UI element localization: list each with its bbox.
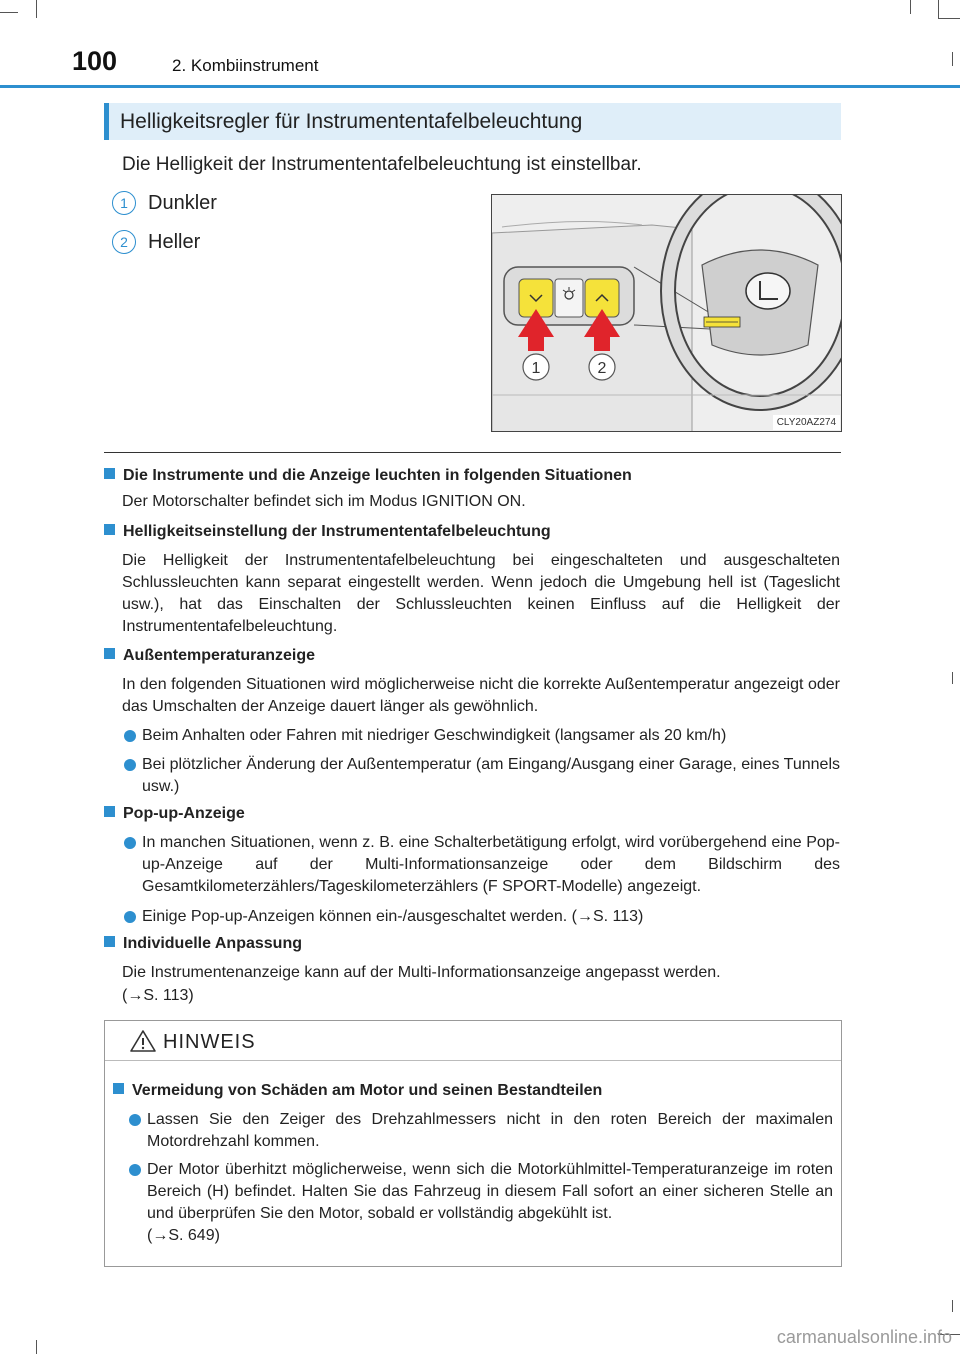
lights-icon xyxy=(555,279,583,317)
list-item-brighter xyxy=(112,230,200,254)
notice-heading: Vermeidung von Schäden am Motor und seinen Bestandteilen xyxy=(113,1082,602,1100)
square-bullet-icon xyxy=(104,936,115,947)
figure-code: CLY20AZ274 xyxy=(773,415,840,430)
callout-number: 1 xyxy=(112,191,136,215)
notice-box xyxy=(104,1020,842,1267)
circle-bullet-icon xyxy=(124,759,136,771)
list-item: Bei plötzlicher Änderung der Außentemperatur (am Eingang/Ausgang einer Garage, eines Tunnels usw.) xyxy=(124,754,840,798)
section-title: Helligkeitsregler für Instrumententafelbeleuchtung xyxy=(120,110,583,133)
section-intro: Die Helligkeit der Instrumententafelbeleuchtung ist einstellbar. xyxy=(122,154,642,175)
square-bullet-icon xyxy=(104,468,115,479)
figure-callout: 2 xyxy=(597,360,607,377)
warning-icon xyxy=(129,1029,157,1053)
section-accent xyxy=(104,103,109,140)
circle-bullet-icon xyxy=(124,837,136,849)
circle-bullet-icon xyxy=(129,1164,141,1176)
crop-mark xyxy=(952,52,953,66)
list-item: Der Motor überhitzt möglicherweise, wenn sich die Motorkühlmittel-Temperaturanzeige im roten Bereich (H) befindet. Halten Sie das Fahrzeug in diesem Fall sofort an einer sicheren Stelle an und überprüfen Sie den Motor, sobald er vollständig abgekühlt ist. xyxy=(129,1159,833,1225)
section-title-bar xyxy=(104,103,841,140)
note-text: Die Instrumentenanzeige kann auf der Multi-Informationsanzeige angepasst werden. xyxy=(122,964,721,981)
note-heading: Außentemperaturanzeige xyxy=(104,647,315,665)
page-reference[interactable]: (→S. 113) xyxy=(122,987,194,1004)
note-text: Der Motorschalter befindet sich im Modus IGNITION ON. xyxy=(122,493,526,510)
dashboard-drawing xyxy=(492,195,842,432)
circle-bullet-icon xyxy=(129,1114,141,1126)
note-text: Die Helligkeit der Instrumententafelbeleuchtung bei eingeschalteten und ausgeschalteten Schlussleuchten kann separat eingestellt werden. Wenn jedoch die Umgebung hell ist (Tageslicht usw.), hat das Einschalten der Schlussleuchten keinen Einfluss auf die Helligkeit der Instrumententafelbeleuchtung. xyxy=(122,552,840,635)
logo-icon xyxy=(746,273,790,309)
note-text: In den folgenden Situationen wird möglicherweise nicht die korrekte Außentemperatur angezeigt oder das Umschalten der Anzeige dauert länger als gewöhnlich. xyxy=(122,676,840,715)
square-bullet-icon xyxy=(104,524,115,535)
circle-bullet-icon xyxy=(124,730,136,742)
crop-mark xyxy=(36,0,37,18)
item-label: Dunkler xyxy=(148,191,217,214)
list-item: Lassen Sie den Zeiger des Drehzahlmessers nicht in den roten Bereich der maximalen Motordrehzahl kommen. xyxy=(129,1109,833,1153)
crop-mark xyxy=(0,12,18,13)
crop-mark xyxy=(952,1300,953,1312)
watermark: carmanualsonline.info xyxy=(776,1327,952,1347)
crop-mark xyxy=(36,1340,37,1354)
page-reference[interactable]: (→S. 649) xyxy=(147,1227,220,1244)
figure-callout: 1 xyxy=(531,360,541,377)
square-bullet-icon xyxy=(104,806,115,817)
square-bullet-icon xyxy=(113,1083,124,1094)
crop-mark xyxy=(910,0,911,14)
note-heading: Pop-up-Anzeige xyxy=(104,805,245,823)
notice-header xyxy=(105,1021,841,1061)
dashboard-illustration xyxy=(491,194,842,432)
crop-mark xyxy=(938,0,939,18)
square-bullet-icon xyxy=(104,648,115,659)
note-heading: Die Instrumente und die Anzeige leuchten in folgenden Situationen xyxy=(104,467,632,485)
crop-mark xyxy=(938,18,960,19)
list-item: Beim Anhalten oder Fahren mit niedriger Geschwindigkeit (langsamer als 20 km/h) xyxy=(124,725,840,747)
item-label: Heller xyxy=(148,230,201,253)
note-heading: Individuelle Anpassung xyxy=(104,935,302,953)
crop-mark xyxy=(952,672,953,684)
callout-number: 2 xyxy=(112,230,136,254)
section-divider xyxy=(104,452,841,453)
notice-label: HINWEIS xyxy=(163,1031,256,1053)
list-item: In manchen Situationen, wenn z. B. eine Schalterbetätigung erfolgt, wird vorübergehend eine Pop-up-Anzeige auf der Multi-Informationsanzeige oder dem Bildschirm des Gesamtkilometerzählers/Tageskilometerzählers (F SPORT-Modelle) angezeigt. xyxy=(124,832,840,898)
note-heading: Helligkeitseinstellung der Instrumententafelbeleuchtung xyxy=(104,523,551,541)
list-item: Einige Pop-up-Anzeigen können ein-/ausgeschaltet werden. (→S. 113) xyxy=(124,906,840,928)
chapter-title: 2. Kombiinstrument xyxy=(172,56,319,75)
header-rule xyxy=(0,85,960,88)
list-item-darker xyxy=(112,191,217,215)
page-number: 100 xyxy=(72,46,118,76)
circle-bullet-icon xyxy=(124,911,136,923)
